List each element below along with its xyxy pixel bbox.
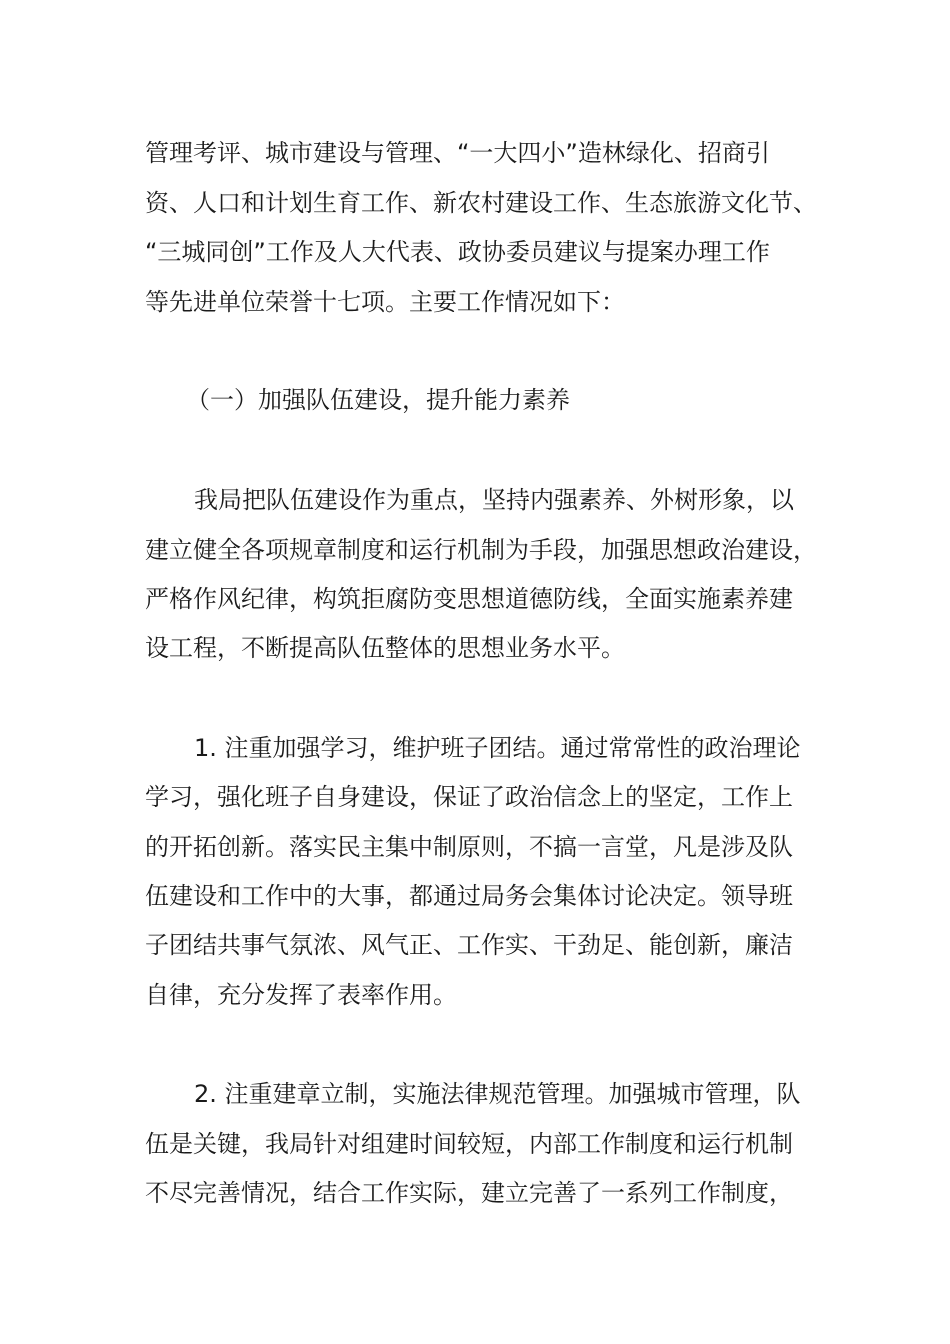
paragraph-line: 1. 注重加强学习，维护班子团结。通过常常性的政治理论 <box>194 734 801 762</box>
paragraph-line: 设工程，不断提高队伍整体的思想业务水平。 <box>145 634 625 662</box>
paragraph-line: 伍是关键，我局针对组建时间较短，内部工作制度和运行机制 <box>145 1130 793 1158</box>
paragraph-line: 2. 注重建章立制，实施法律规范管理。加强城市管理，队 <box>194 1080 801 1108</box>
paragraph-line: 我局把队伍建设作为重点，坚持内强素养、外树形象，以 <box>194 486 794 514</box>
paragraph-line: 伍建设和工作中的大事，都通过局务会集体讨论决定。领导班 <box>145 882 793 910</box>
paragraph-line: 管理考评、城市建设与管理、“一大四小”造林绿化、招商引 <box>145 139 770 167</box>
paragraph-line: 自律，充分发挥了表率作用。 <box>145 981 457 1009</box>
section-heading: （一）加强队伍建设，提升能力素养 <box>186 386 570 414</box>
paragraph-line: 资、人口和计划生育工作、新农村建设工作、生态旅游文化节、 <box>145 189 817 217</box>
paragraph-line: 建立健全各项规章制度和运行机制为手段，加强思想政治建设， <box>145 536 817 564</box>
paragraph-line: “三城同创”工作及人大代表、政协委员建议与提案办理工作 <box>145 238 770 266</box>
paragraph-line: 学习，强化班子自身建设，保证了政治信念上的坚定，工作上 <box>145 783 793 811</box>
paragraph-line: 的开拓创新。落实民主集中制原则，不搞一言堂，凡是涉及队 <box>145 833 793 861</box>
paragraph-line: 子团结共事气氛浓、风气正、工作实、干劲足、能创新，廉洁 <box>145 931 793 959</box>
paragraph-line: 等先进单位荣誉十七项。主要工作情况如下： <box>145 288 625 316</box>
paragraph-line: 不尽完善情况，结合工作实际，建立完善了一系列工作制度， <box>145 1179 793 1207</box>
paragraph-line: 严格作风纪律，构筑拒腐防变思想道德防线，全面实施素养建 <box>145 585 793 613</box>
